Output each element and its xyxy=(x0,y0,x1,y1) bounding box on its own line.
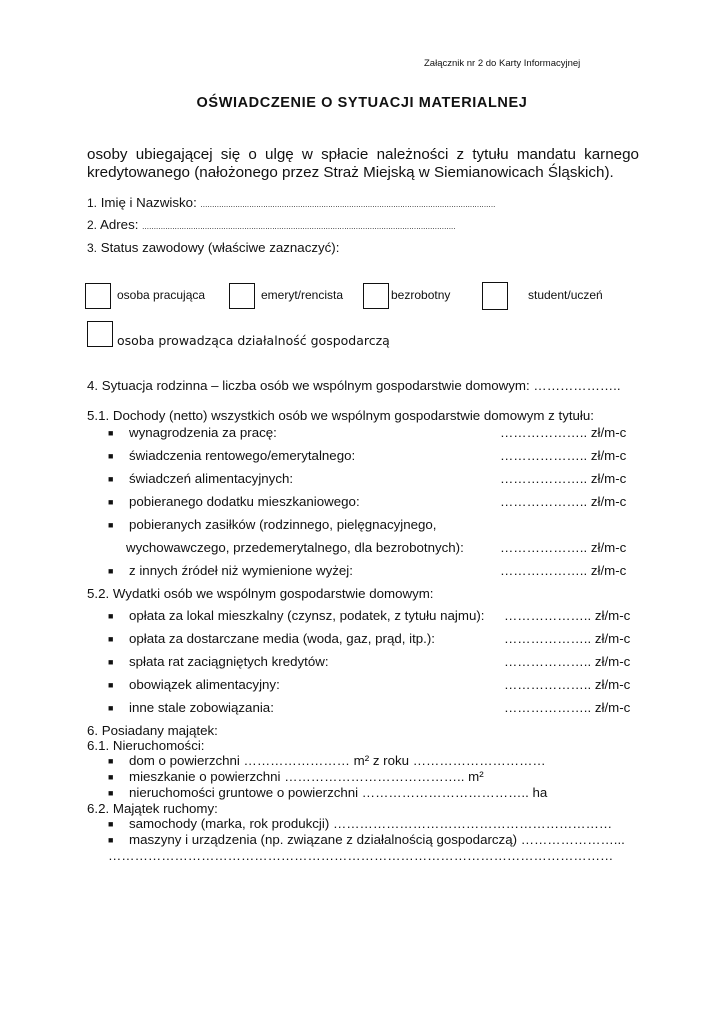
expense-item-label: inne stale zobowiązania: xyxy=(129,700,274,715)
unemployed-checkbox[interactable] xyxy=(363,283,389,309)
expenses-heading: 5.2. Wydatki osób we wspólnym gospodarstwie domowym: xyxy=(87,586,434,601)
income-item-value[interactable]: ……………….. zł/m-c xyxy=(500,563,627,578)
expense-item-label: opłata za lokal mieszkalny (czynsz, podatek, z tytułu najmu): xyxy=(129,608,485,623)
page-title: OŚWIADCZENIE O SYTUACJI MATERIALNEJ xyxy=(196,95,528,111)
movable-item[interactable]: samochody (marka, rok produkcji) ……………………………………………………… xyxy=(129,816,613,831)
status-label: Status zawodowy (właściwe zaznaczyć): xyxy=(100,240,340,255)
bullet-icon: ■ xyxy=(108,428,114,438)
retired-label: emeryt/rencista xyxy=(261,288,344,302)
address-label: Adres: xyxy=(99,217,139,232)
movable-item[interactable]: maszyny i urządzenia (np. związane z działalnością gospodarczą) …………………... xyxy=(129,832,625,847)
bullet-icon: ■ xyxy=(108,680,114,690)
bullet-icon: ■ xyxy=(108,634,114,644)
employed-checkbox[interactable] xyxy=(85,283,111,309)
retired-checkbox[interactable] xyxy=(229,283,255,309)
bullet-icon: ■ xyxy=(108,657,114,667)
name-field[interactable] xyxy=(87,195,495,210)
bullet-icon: ■ xyxy=(108,772,114,782)
income-item-value[interactable]: ……………….. zł/m-c xyxy=(500,494,627,509)
bullet-icon: ■ xyxy=(108,703,114,713)
bullet-icon: ■ xyxy=(108,497,114,507)
income-item-value[interactable]: ……………….. zł/m-c xyxy=(500,540,627,555)
student-checkbox[interactable] xyxy=(482,282,508,310)
intro-text xyxy=(87,146,639,182)
status-heading xyxy=(87,240,339,255)
bullet-icon: ■ xyxy=(108,611,114,621)
business-label: osoba prowadząca działalność gospodarczą xyxy=(117,333,390,348)
income-heading: 5.1. Dochody (netto) wszystkich osób we wspólnym gospodarstwie domowym z tytułu: xyxy=(87,408,594,423)
expense-item-value[interactable]: ……………….. zł/m-c xyxy=(504,677,631,692)
household-field[interactable]: 4. Sytuacja rodzinna – liczba osób we wspólnym gospodarstwie domowym: ……………….. xyxy=(87,378,621,393)
real-estate-item[interactable]: mieszkanie o powierzchni ………………………………….. m² xyxy=(129,769,484,784)
bullet-icon: ■ xyxy=(108,788,114,798)
bullet-icon: ■ xyxy=(108,835,114,845)
income-item-value[interactable]: ……………….. zł/m-c xyxy=(500,448,627,463)
address-dots: ....................................................................................................................................... xyxy=(142,222,456,231)
income-item-label: pobieranych zasiłków (rodzinnego, pielęgnacyjnego, xyxy=(129,517,437,532)
expense-item-value[interactable]: ……………….. zł/m-c xyxy=(504,700,631,715)
income-item-label: wynagrodzenia za pracę: xyxy=(129,425,277,440)
bullet-icon: ■ xyxy=(108,451,114,461)
real-estate-item[interactable]: dom o powierzchni …………………… m² z roku ………………………… xyxy=(129,753,546,768)
income-item-label: świadczenia rentowego/emerytalnego: xyxy=(129,448,356,463)
bullet-icon: ■ xyxy=(108,819,114,829)
address-number: 2. xyxy=(87,218,98,232)
income-item-value[interactable]: ……………….. zł/m-c xyxy=(500,471,627,486)
business-checkbox[interactable] xyxy=(87,321,113,347)
expense-item-label: opłata za dostarczane media (woda, gaz, prąd, itp.): xyxy=(129,631,435,646)
bullet-icon: ■ xyxy=(108,756,114,766)
student-label: student/uczeń xyxy=(528,288,603,302)
bullet-icon: ■ xyxy=(108,474,114,484)
bullet-icon: ■ xyxy=(108,520,114,530)
address-field[interactable] xyxy=(87,217,456,232)
income-item-label: z innych źródeł niż wymienione wyżej: xyxy=(129,563,353,578)
income-item-label: świadczeń alimentacyjnych: xyxy=(129,471,294,486)
movable-heading: 6.2. Majątek ruchomy: xyxy=(87,801,218,816)
unemployed-label: bezrobotny xyxy=(391,288,451,302)
name-dots: ............................................................................................................................... xyxy=(200,200,496,209)
income-item-value[interactable]: ……………….. zł/m-c xyxy=(500,425,627,440)
assets-heading: 6. Posiadany majątek: xyxy=(87,723,218,738)
status-number: 3. xyxy=(87,241,98,255)
expense-item-label: obowiązek alimentacyjny: xyxy=(129,677,280,692)
continuation-line[interactable]: …………………………………………………………………………………………………… xyxy=(108,848,614,863)
income-item-label: pobieranego dodatku mieszkaniowego: xyxy=(129,494,360,509)
expense-item-value[interactable]: ……………….. zł/m-c xyxy=(504,631,631,646)
name-label: Imię i Nazwisko: xyxy=(100,195,197,210)
annex-note: Załącznik nr 2 do Karty Informacyjnej xyxy=(424,58,581,69)
name-number: 1. xyxy=(87,196,98,210)
income-item-label: wychowawczego, przedemerytalnego, dla bezrobotnych): xyxy=(126,540,464,555)
real-estate-heading: 6.1. Nieruchomości: xyxy=(87,738,205,753)
bullet-icon: ■ xyxy=(108,566,114,576)
expense-item-value[interactable]: ……………….. zł/m-c xyxy=(504,654,631,669)
expense-item-value[interactable]: ……………….. zł/m-c xyxy=(504,608,631,623)
intro-line-2: kredytowanego (nałożonego przez Straż Miejską w Siemianowicach Śląskich). xyxy=(87,164,614,181)
real-estate-item[interactable]: nieruchomości gruntowe o powierzchni ……………………………….. ha xyxy=(129,785,548,800)
expense-item-label: spłata rat zaciągniętych kredytów: xyxy=(129,654,329,669)
intro-line-1: osoby ubiegającej się o ulgę w spłacie należności z tytułu mandatu karnego xyxy=(87,146,639,163)
employed-label: osoba pracująca xyxy=(117,288,206,302)
